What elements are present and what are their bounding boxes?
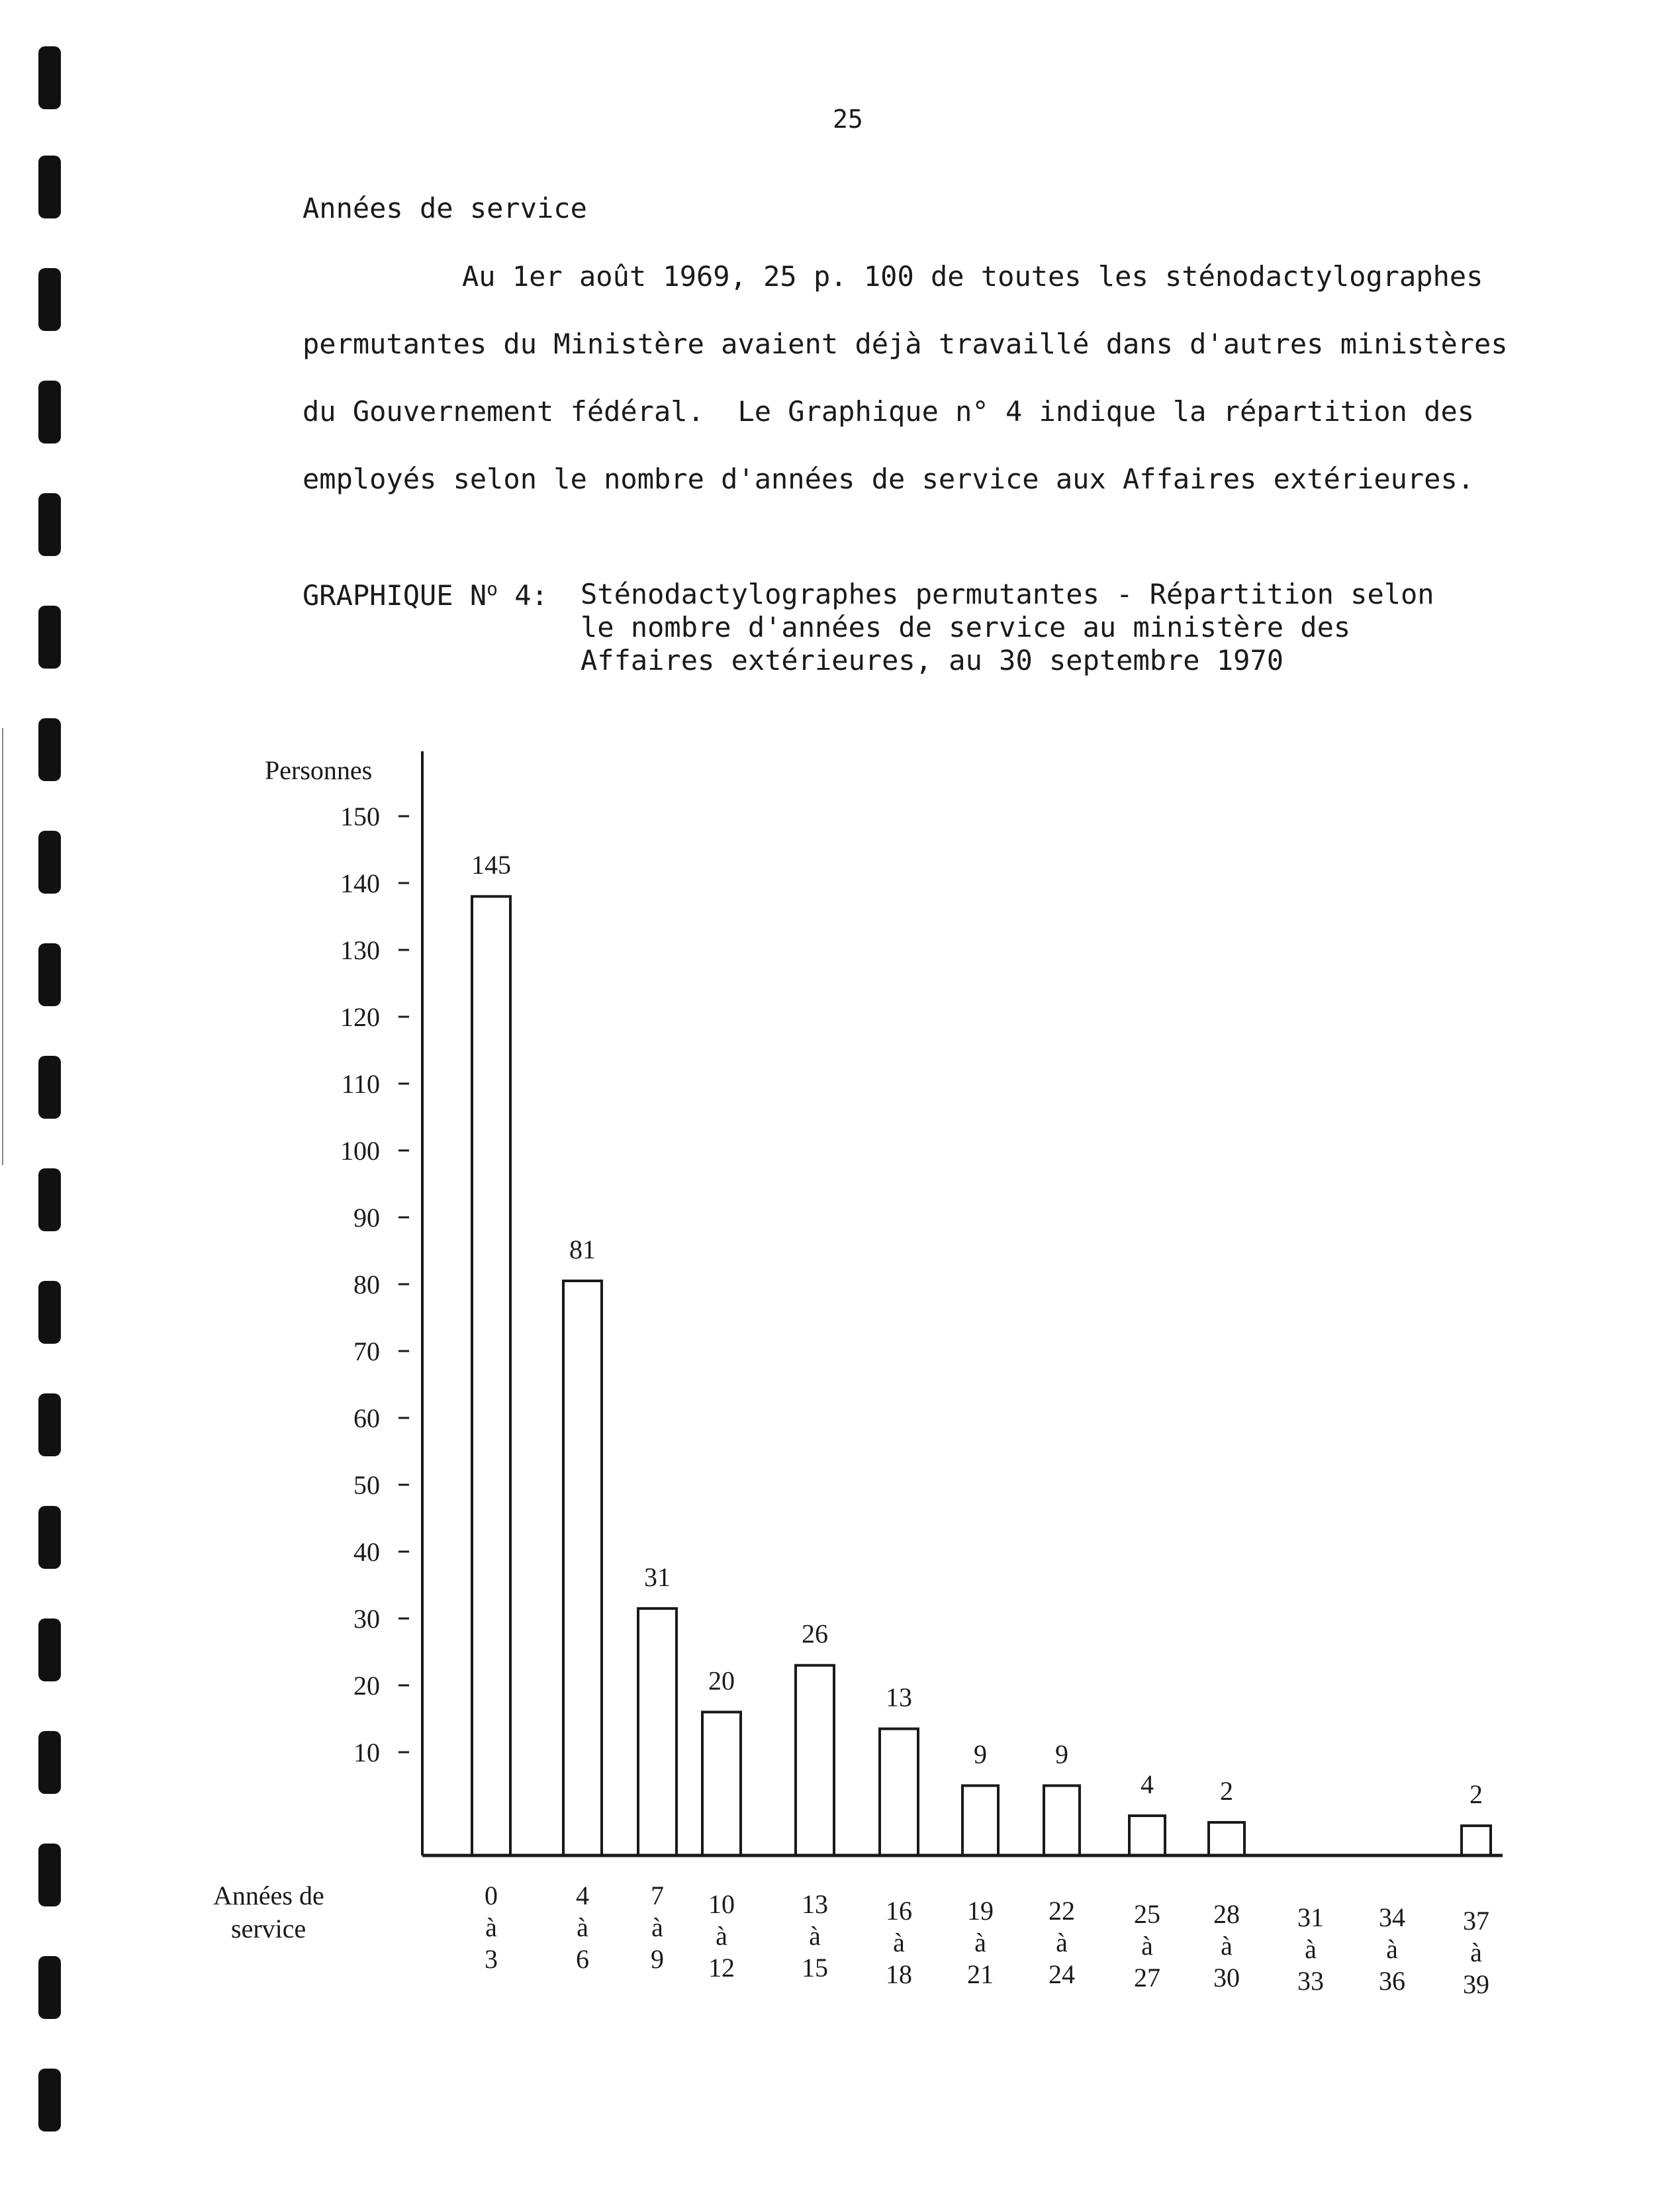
y-tick-label: 30 bbox=[353, 1604, 380, 1634]
y-ticks bbox=[340, 802, 409, 1767]
x-category-label-part: à bbox=[1386, 1934, 1398, 1964]
caption-line: le nombre d'années de service au ministère des bbox=[581, 611, 1351, 643]
y-tick-label: 150 bbox=[340, 802, 380, 831]
caption-label-text: GRAPHIQUE N bbox=[303, 579, 487, 612]
x-category-label-part: 36 bbox=[1379, 1966, 1405, 1996]
x-category-label-part: 4 bbox=[576, 1881, 589, 1910]
bar-value-label: 20 bbox=[708, 1665, 735, 1696]
bar-value-label: 9 bbox=[1055, 1739, 1068, 1769]
x-category-label-part: 25 bbox=[1134, 1899, 1160, 1929]
x-category-label-part: 13 bbox=[802, 1889, 828, 1919]
paragraph-line: du Gouvernement fédéral. Le Graphique n° 4 indique la répartition des bbox=[303, 395, 1475, 428]
x-category-label-part: 24 bbox=[1049, 1959, 1075, 1989]
bar bbox=[1209, 1822, 1244, 1855]
x-category-label bbox=[1379, 1902, 1405, 1996]
y-tick-label: 110 bbox=[341, 1069, 380, 1099]
y-tick-label: 120 bbox=[340, 1002, 380, 1032]
bar bbox=[1044, 1786, 1080, 1856]
x-category-label bbox=[886, 1896, 912, 1989]
x-category-label bbox=[802, 1889, 828, 1983]
y-tick-label: 130 bbox=[340, 935, 380, 965]
x-category-label bbox=[1463, 1906, 1489, 1999]
y-tick-label: 60 bbox=[353, 1403, 380, 1433]
y-tick-label: 140 bbox=[340, 868, 380, 898]
x-category-label-part: à bbox=[716, 1921, 727, 1951]
caption-line: Affaires extérieures, au 30 septembre 1970 bbox=[581, 644, 1284, 677]
x-category-label bbox=[1297, 1902, 1324, 1996]
bar bbox=[1462, 1826, 1491, 1855]
bar-value-label: 2 bbox=[1220, 1776, 1233, 1806]
y-tick-label: 70 bbox=[353, 1336, 380, 1366]
page-number: 25 bbox=[833, 105, 863, 134]
chart-axes bbox=[422, 751, 1503, 1855]
x-category-label bbox=[485, 1881, 498, 1974]
x-category-label-part: à bbox=[577, 1912, 588, 1942]
x-category-labels bbox=[485, 1881, 1489, 1999]
x-category-label-part: 19 bbox=[967, 1896, 994, 1926]
x-category-label-part: 34 bbox=[1379, 1902, 1405, 1932]
x-category-label-part: à bbox=[1305, 1934, 1317, 1964]
paragraph-line: Au 1er août 1969, 25 p. 100 de toutes les sténodactylographes bbox=[462, 260, 1483, 293]
x-axis-title-line1: Années de bbox=[213, 1881, 324, 1910]
chart-bars bbox=[471, 850, 1491, 1855]
x-category-label-part: 0 bbox=[485, 1881, 498, 1910]
y-tick-label: 90 bbox=[353, 1203, 380, 1233]
bar-value-label: 9 bbox=[974, 1739, 987, 1769]
x-category-label-part: 12 bbox=[708, 1953, 735, 1983]
y-tick-label: 100 bbox=[340, 1136, 380, 1166]
caption-label-sup: o bbox=[487, 578, 498, 600]
bar bbox=[880, 1729, 918, 1855]
x-category-label-part: 39 bbox=[1463, 1969, 1489, 1999]
y-tick-label: 50 bbox=[353, 1470, 380, 1500]
caption-label-suffix: 4: bbox=[498, 579, 548, 612]
x-category-label bbox=[708, 1889, 735, 1983]
x-category-label-part: 27 bbox=[1134, 1963, 1160, 1992]
y-axis-title: Personnes bbox=[265, 755, 373, 785]
bar bbox=[472, 896, 510, 1855]
bar bbox=[638, 1609, 677, 1855]
bar-value-label: 13 bbox=[886, 1682, 912, 1712]
x-category-label-part: à bbox=[651, 1912, 663, 1942]
x-axis-title-line2: service bbox=[231, 1914, 306, 1943]
paragraph-line: permutantes du Ministère avaient déjà travaillé dans d'autres ministères bbox=[303, 328, 1508, 360]
bar bbox=[702, 1712, 741, 1855]
x-category-label-part: à bbox=[1221, 1931, 1233, 1961]
x-category-label-part: 30 bbox=[1213, 1963, 1240, 1992]
x-category-label-part: 10 bbox=[708, 1889, 735, 1919]
paragraph-line: employés selon le nombre d'années de service aux Affaires extérieures. bbox=[303, 463, 1475, 495]
bar-value-label: 26 bbox=[802, 1618, 828, 1649]
x-category-label-part: à bbox=[1141, 1931, 1153, 1961]
x-category-label-part: 9 bbox=[651, 1944, 664, 1974]
x-category-label-part: 15 bbox=[802, 1953, 828, 1983]
bar-value-label: 2 bbox=[1470, 1779, 1483, 1810]
x-category-label-part: 31 bbox=[1297, 1902, 1324, 1932]
x-category-label-part: à bbox=[893, 1928, 905, 1957]
y-tick-label: 20 bbox=[353, 1671, 380, 1701]
x-category-label-part: 7 bbox=[651, 1881, 664, 1910]
x-category-label-part: 33 bbox=[1297, 1966, 1324, 1996]
x-category-label bbox=[651, 1881, 664, 1974]
x-category-label-part: à bbox=[974, 1928, 986, 1957]
y-tick-label: 80 bbox=[353, 1270, 380, 1299]
x-category-label-part: 21 bbox=[967, 1959, 994, 1989]
x-category-label-part: à bbox=[809, 1921, 821, 1951]
x-category-label-part: à bbox=[485, 1912, 497, 1942]
x-category-label bbox=[1049, 1896, 1075, 1989]
x-category-label-part: à bbox=[1470, 1938, 1482, 1967]
x-category-label-part: à bbox=[1056, 1928, 1068, 1957]
x-category-label bbox=[576, 1881, 589, 1974]
bar bbox=[563, 1281, 602, 1855]
x-category-label bbox=[1134, 1899, 1160, 1992]
bar-value-label: 145 bbox=[471, 850, 511, 880]
bar-value-label: 81 bbox=[569, 1234, 596, 1264]
bar bbox=[962, 1786, 998, 1856]
y-tick-label: 10 bbox=[353, 1738, 380, 1767]
x-category-label-part: 16 bbox=[886, 1896, 912, 1926]
caption-line: Sténodactylographes permutantes - Répartition selon bbox=[581, 578, 1434, 610]
x-category-label-part: 28 bbox=[1213, 1899, 1240, 1929]
bar-value-label: 4 bbox=[1141, 1769, 1154, 1799]
section-heading: Années de service bbox=[303, 192, 587, 224]
x-category-label-part: 6 bbox=[576, 1944, 589, 1974]
x-category-label-part: 18 bbox=[886, 1959, 912, 1989]
bar-value-label: 31 bbox=[644, 1562, 671, 1592]
x-category-label bbox=[967, 1896, 994, 1989]
x-category-label-part: 37 bbox=[1463, 1906, 1489, 1936]
x-category-label-part: 22 bbox=[1049, 1896, 1075, 1926]
x-category-label-part: 3 bbox=[485, 1944, 498, 1974]
x-category-label bbox=[1213, 1899, 1240, 1992]
y-tick-label: 40 bbox=[353, 1537, 380, 1567]
bar bbox=[1129, 1816, 1165, 1855]
bar bbox=[796, 1665, 834, 1855]
